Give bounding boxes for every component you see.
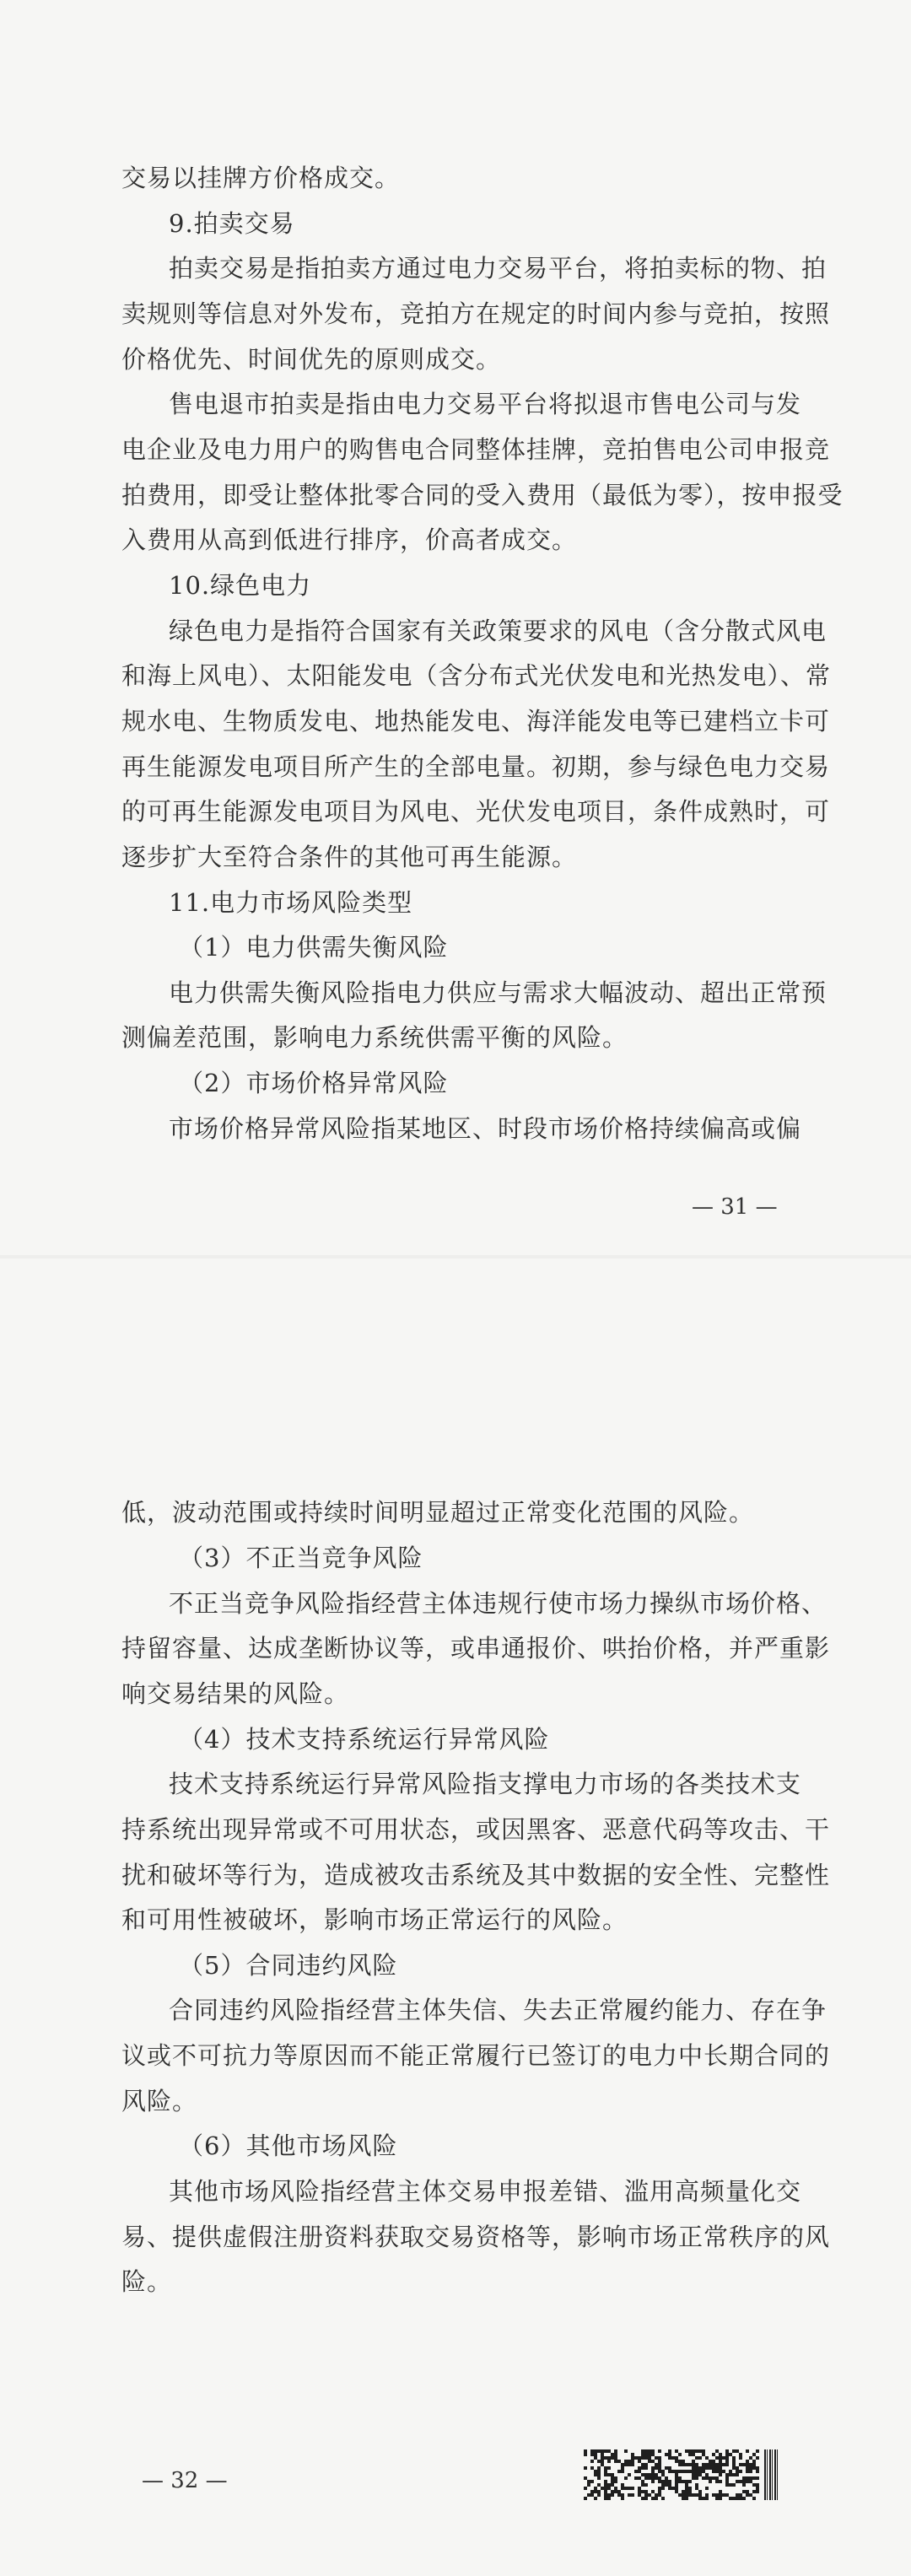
text-line: 持系统出现异常或不可用状态，或因黑客、恶意代码等攻击、干 (121, 1815, 831, 1844)
barcode-image (577, 2446, 779, 2505)
subsection-heading: （6）其他市场风险 (179, 2131, 398, 2160)
text-line: 的可再生能源发电项目为风电、光伏发电项目，条件成熟时，可 (121, 797, 831, 826)
text-line: 合同违约风险指经营主体失信、失去正常履约能力、存在争 (169, 1996, 827, 2024)
text-line: 和可用性被破坏，影响市场正常运行的风险。 (121, 1905, 628, 1934)
section-heading: 10.绿色电力 (169, 571, 312, 600)
text-line: 入费用从高到低进行排序，价高者成交。 (121, 525, 578, 554)
text-line: 响交易结果的风险。 (121, 1679, 350, 1708)
section-heading: 9.拍卖交易 (169, 209, 295, 238)
text-line: 险。 (121, 2267, 173, 2296)
text-line: 逐步扩大至符合条件的其他可再生能源。 (121, 843, 578, 871)
text-line: 拍卖交易是指拍卖方通过电力交易平台，将拍卖标的物、拍 (169, 254, 827, 283)
subsection-heading: （1）电力供需失衡风险 (179, 933, 449, 962)
subsection-heading: （2）市场价格异常风险 (179, 1069, 449, 1097)
document-page-31 (0, 0, 911, 1257)
text-line: 测偏差范围，影响电力系统供需平衡的风险。 (121, 1023, 628, 1052)
text-line: 低，波动范围或持续时间明显超过正常变化范围的风险。 (121, 1498, 755, 1527)
text-line: 风险。 (121, 2087, 198, 2115)
page-number: — 32 — (142, 2468, 228, 2493)
text-line: 扰和破坏等行为，造成被攻击系统及其中数据的安全性、完整性 (121, 1861, 831, 1889)
text-line: 交易以挂牌方价格成交。 (121, 164, 401, 192)
text-line: 易、提供虚假注册资料获取交易资格等，影响市场正常秩序的风 (121, 2223, 831, 2251)
text-line: 议或不可抗力等原因而不能正常履行已签订的电力中长期合同的 (121, 2041, 831, 2070)
text-line: 规水电、生物质发电、地热能发电、海洋能发电等已建档立卡可 (121, 707, 831, 736)
text-line: 市场价格异常风险指某地区、时段市场价格持续偏高或偏 (169, 1114, 802, 1143)
text-line: 价格优先、时间优先的原则成交。 (121, 345, 502, 374)
text-line: 售电退市拍卖是指由电力交易平台将拟退市售电公司与发 (169, 390, 802, 418)
text-line: 拍费用，即受让整体批零合同的受入费用（最低为零），按申报受 (121, 481, 844, 509)
subsection-heading: （4）技术支持系统运行异常风险 (179, 1725, 550, 1754)
text-line: 电力供需失衡风险指电力供应与需求大幅波动、超出正常预 (169, 978, 827, 1007)
text-line: 再生能源发电项目所产生的全部电量。初期，参与绿色电力交易 (121, 752, 831, 781)
text-line: 持留容量、达成垄断协议等，或串通报价、哄抬价格，并严重影 (121, 1634, 831, 1663)
text-line: 和海上风电）、太阳能发电（含分布式光伏发电和光热发电）、常 (121, 661, 832, 690)
section-heading: 11.电力市场风险类型 (169, 888, 413, 917)
page-number: — 31 — (692, 1194, 778, 1220)
text-line: 不正当竞争风险指经营主体违规行使市场力操纵市场价格、 (169, 1589, 827, 1618)
subsection-heading: （3）不正当竞争风险 (179, 1544, 423, 1572)
document-page-32 (0, 1257, 911, 2576)
text-line: 绿色电力是指符合国家有关政策要求的风电（含分散式风电 (169, 617, 827, 645)
text-line: 卖规则等信息对外发布，竞拍方在规定的时间内参与竞拍，按照 (121, 299, 831, 328)
text-line: 其他市场风险指经营主体交易申报差错、滥用高频量化交 (169, 2177, 802, 2206)
text-line: 电企业及电力用户的购售电合同整体挂牌，竞拍售电公司申报竞 (121, 435, 831, 464)
text-line: 技术支持系统运行异常风险指支撑电力市场的各类技术支 (169, 1770, 802, 1798)
subsection-heading: （5）合同违约风险 (179, 1951, 398, 1980)
